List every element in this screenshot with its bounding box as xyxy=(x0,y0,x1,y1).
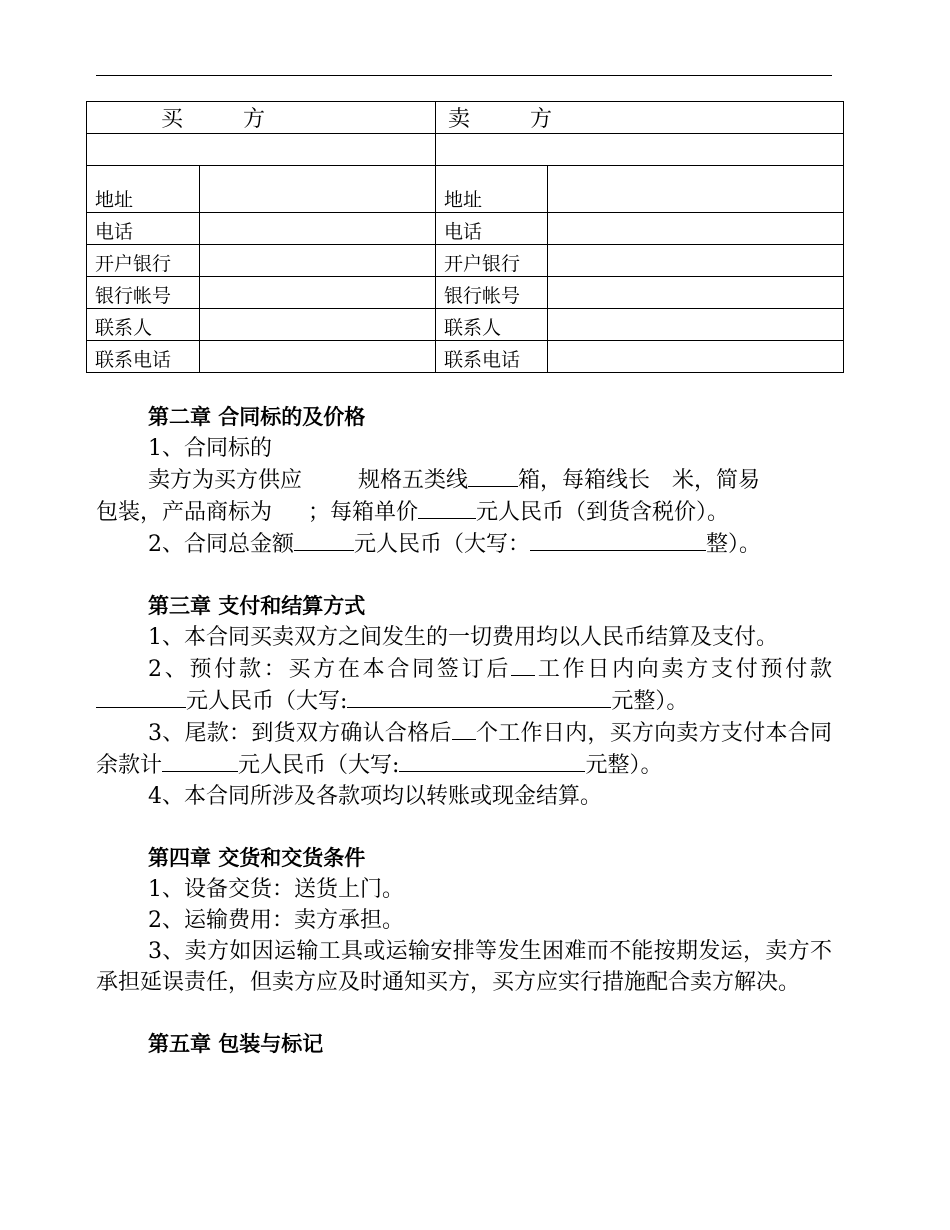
buyer-phone-label: 电话 xyxy=(87,213,200,245)
seller-bank-label: 开户银行 xyxy=(436,245,548,277)
ch2-item-1-line-2 xyxy=(96,496,832,528)
text-run: ；每箱单价 xyxy=(308,500,419,525)
text-run: 元人民币（大写： xyxy=(354,532,531,557)
text-run: 工作日内向卖方支付预付款 xyxy=(535,657,832,682)
balance-days-blank[interactable] xyxy=(452,717,476,740)
balance-words-blank[interactable] xyxy=(399,749,585,772)
ch4-item-3: 3、卖方如因运输工具或运输安排等发生困难而不能按期发运，卖方不承担延误责任，但卖方应及时通知买方，买方应实行措施配合卖方解决。 xyxy=(96,939,832,995)
table-row xyxy=(87,213,844,245)
table-row xyxy=(87,277,844,309)
seller-name-cell[interactable] xyxy=(436,134,844,166)
table-blank-row xyxy=(87,134,844,166)
ch4-item-1: 1、设备交货：送货上门。 xyxy=(148,877,404,902)
table-row xyxy=(87,341,844,373)
table-row xyxy=(87,245,844,277)
contract-body xyxy=(96,402,832,1060)
ch2-item-1-line-1 xyxy=(96,464,832,496)
table-header-row xyxy=(87,102,844,134)
seller-contact-label: 联系人 xyxy=(436,309,548,341)
seller-contact-phone-label: 联系电话 xyxy=(436,341,548,373)
buyer-bank-value[interactable] xyxy=(200,245,436,277)
text-run: 元整）。 xyxy=(585,753,663,778)
box-count-blank[interactable] xyxy=(468,464,518,487)
seller-bank-value[interactable] xyxy=(548,245,844,277)
prepay-days-blank[interactable] xyxy=(511,653,535,676)
parties-table xyxy=(86,101,844,373)
prepay-words-blank[interactable] xyxy=(347,685,611,708)
text-run: 个工作日内，买方向卖方支付本合同余款计 xyxy=(96,721,832,778)
text-run: 规格五类线 xyxy=(358,468,469,493)
buyer-account-label: 银行帐号 xyxy=(87,277,200,309)
seller-account-label: 银行帐号 xyxy=(436,277,548,309)
unit-price-blank[interactable] xyxy=(418,496,476,519)
text-run: 整）。 xyxy=(706,532,762,557)
text-run: 元人民币（大写: xyxy=(238,753,400,778)
seller-address-value[interactable] xyxy=(548,166,844,213)
balance-amount-blank[interactable] xyxy=(162,749,238,772)
ch4-item-2: 2、运输费用：卖方承担。 xyxy=(148,908,404,933)
text-run: 2、预付款：买方在本合同签订后 xyxy=(148,657,512,682)
chapter-2-heading: 第二章 合同标的及价格 xyxy=(148,405,366,429)
text-run: 米，简易 xyxy=(672,468,761,493)
text-run: 元整）。 xyxy=(611,689,689,714)
seller-phone-value[interactable] xyxy=(548,213,844,245)
ch3-item-4: 4、本合同所涉及各款项均以转账或现金结算。 xyxy=(148,784,602,809)
seller-header: 卖方 xyxy=(436,102,844,134)
text-run: 卖方为买方供应 xyxy=(148,468,303,493)
table-row xyxy=(87,166,844,213)
table-row xyxy=(87,309,844,341)
buyer-contact-value[interactable] xyxy=(200,309,436,341)
text-run: 元人民币（到货含税价）。 xyxy=(476,500,730,525)
total-amount-blank[interactable] xyxy=(294,528,354,551)
buyer-address-value[interactable] xyxy=(200,166,436,213)
prepay-amount-blank[interactable] xyxy=(96,685,186,708)
buyer-phone-value[interactable] xyxy=(200,213,436,245)
text-run: 元人民币（大写: xyxy=(186,689,348,714)
ch3-item-1: 1、本合同买卖双方之间发生的一切费用均以人民币结算及支付。 xyxy=(148,625,778,650)
seller-contact-phone-value[interactable] xyxy=(548,341,844,373)
ch2-item-2 xyxy=(96,528,832,560)
seller-phone-label: 电话 xyxy=(436,213,548,245)
ch2-item-1-title: 1、合同标的 xyxy=(148,436,272,461)
seller-account-value[interactable] xyxy=(548,277,844,309)
chapter-3-heading: 第三章 支付和结算方式 xyxy=(148,594,366,618)
text-run: 包装，产品商标为 xyxy=(96,500,273,525)
buyer-header: 买方 xyxy=(87,102,436,134)
seller-contact-value[interactable] xyxy=(548,309,844,341)
chapter-5-heading: 第五章 包装与标记 xyxy=(148,1032,324,1056)
buyer-name-cell[interactable] xyxy=(87,134,436,166)
buyer-contact-phone-label: 联系电话 xyxy=(87,341,200,373)
buyer-address-label: 地址 xyxy=(87,166,200,213)
buyer-account-value[interactable] xyxy=(200,277,436,309)
buyer-contact-label: 联系人 xyxy=(87,309,200,341)
text-run: 3、尾款：到货双方确认合格后 xyxy=(148,721,452,746)
buyer-bank-label: 开户银行 xyxy=(87,245,200,277)
text-run: 2、合同总金额 xyxy=(148,532,294,557)
seller-address-label: 地址 xyxy=(436,166,548,213)
buyer-contact-phone-value[interactable] xyxy=(200,341,436,373)
total-amount-words-blank[interactable] xyxy=(530,528,706,551)
header-rule xyxy=(96,75,832,76)
ch3-item-3 xyxy=(96,717,832,781)
text-run: 箱，每箱线长 xyxy=(518,468,651,493)
chapter-4-heading: 第四章 交货和交货条件 xyxy=(148,846,366,870)
ch3-item-2 xyxy=(96,653,832,717)
